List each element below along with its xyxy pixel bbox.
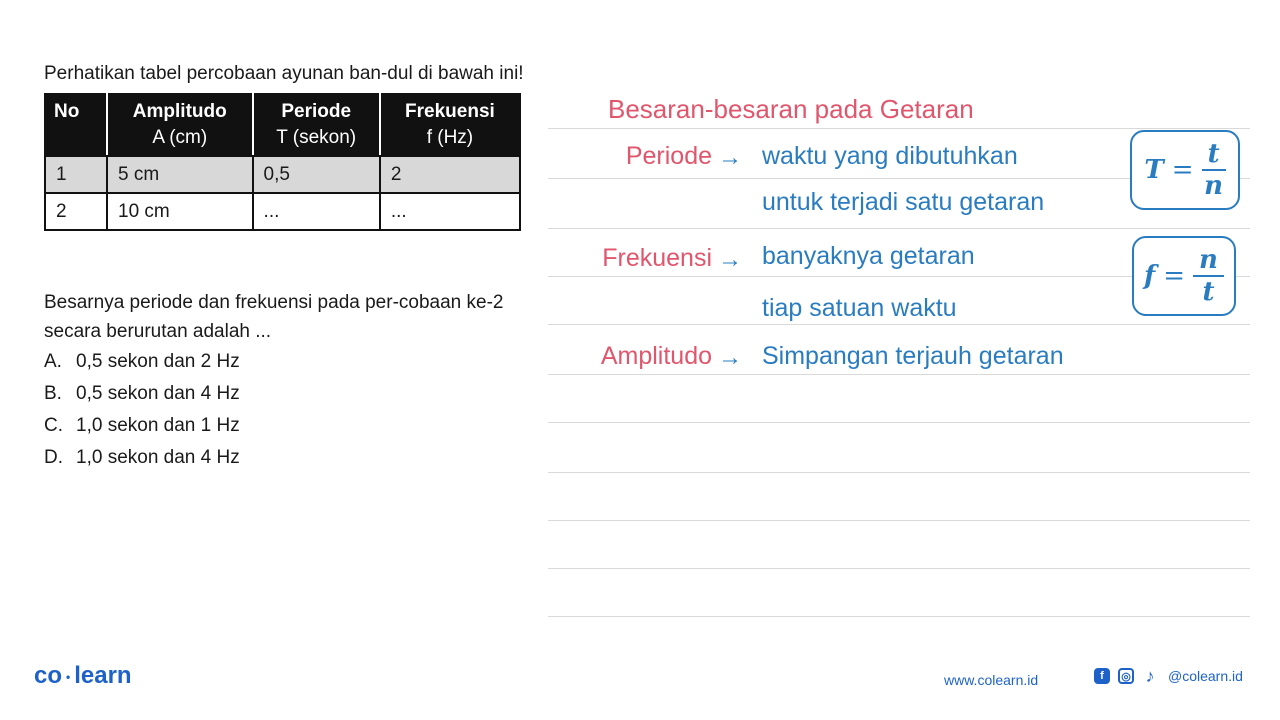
- arrow-icon: →: [718, 344, 742, 371]
- ruled-line: [548, 128, 1250, 129]
- social-links: [1094, 665, 1243, 686]
- fraction-numerator: t: [1202, 139, 1226, 171]
- fraction-denominator: n: [1204, 171, 1224, 201]
- definition-frequency-line1: banyaknya getaran: [762, 242, 975, 270]
- header-amplitude: Amplitudo A (cm): [107, 94, 253, 156]
- definition-amplitude: Simpangan terjauh getaran: [762, 342, 1064, 370]
- instagram-icon[interactable]: ◎: [1118, 668, 1134, 684]
- term-amplitude: Amplitudo: [600, 342, 712, 370]
- table-cell: 0,5: [253, 156, 380, 193]
- experiment-table: [44, 93, 521, 231]
- arrow-icon: →: [718, 246, 742, 273]
- formula-frequency: [1132, 236, 1236, 316]
- header-no: No: [45, 94, 107, 156]
- formula-period: [1130, 130, 1240, 210]
- notes-panel: [548, 90, 1250, 630]
- question-panel: [44, 60, 524, 231]
- question-intro: Perhatikan tabel percobaan ayunan ban-dul di bawah ini!: [44, 63, 524, 84]
- definition-period-line2: untuk terjadi satu getaran: [762, 188, 1045, 216]
- notes-title: Besaran-besaran pada Getaran: [608, 94, 974, 124]
- definition-frequency-line2: tiap satuan waktu: [762, 294, 957, 322]
- table-cell: 1: [45, 156, 107, 193]
- formula-lhs: T: [1144, 155, 1164, 185]
- fraction: [1193, 245, 1224, 307]
- fraction-numerator: n: [1193, 245, 1224, 277]
- arrow-icon: →: [718, 144, 742, 171]
- option-a: A. 0,5 sekon dan 2 Hz: [44, 351, 240, 372]
- definition-period-line1: waktu yang dibutuhkan: [762, 142, 1018, 170]
- ruled-line: [548, 422, 1250, 423]
- formula-lhs: f: [1144, 261, 1156, 291]
- table-cell: ...: [253, 193, 380, 230]
- ruled-line: [548, 568, 1250, 569]
- question-prompt: Besarnya periode dan frekuensi pada per-cobaan ke-2 secara berurutan adalah ...: [44, 292, 504, 342]
- table-header-row: [45, 94, 520, 156]
- table-cell: 5 cm: [107, 156, 253, 193]
- ruled-line: [548, 228, 1250, 229]
- table-row: [45, 156, 520, 193]
- header-frequency: Frekuensi f (Hz): [380, 94, 520, 156]
- option-c: C. 1,0 sekon dan 1 Hz: [44, 415, 240, 436]
- table-cell: ...: [380, 193, 520, 230]
- ruled-line: [548, 520, 1250, 521]
- ruled-line: [548, 374, 1250, 375]
- table-row: [45, 193, 520, 230]
- option-d: D. 1,0 sekon dan 4 Hz: [44, 447, 240, 468]
- term-period: Periode: [625, 142, 712, 170]
- fraction: [1202, 139, 1226, 201]
- social-handle: @colearn.id: [1168, 668, 1243, 684]
- question-body: [44, 288, 524, 474]
- term-frequency: Frekuensi: [602, 244, 712, 272]
- tiktok-icon[interactable]: ♪: [1145, 665, 1155, 686]
- table-cell: 10 cm: [107, 193, 253, 230]
- equals-sign: =: [1171, 155, 1194, 185]
- equals-sign: =: [1163, 261, 1186, 291]
- website-link[interactable]: www.colearn.id: [944, 672, 1039, 688]
- header-period: Periode T (sekon): [253, 94, 380, 156]
- facebook-icon[interactable]: f: [1094, 668, 1110, 684]
- ruled-line: [548, 472, 1250, 473]
- colearn-logo: co • learn: [34, 662, 132, 689]
- ruled-line: [548, 616, 1250, 617]
- table-cell: 2: [45, 193, 107, 230]
- fraction-denominator: t: [1202, 277, 1215, 307]
- ruled-line: [548, 324, 1250, 325]
- table-cell: 2: [380, 156, 520, 193]
- option-b: B. 0,5 sekon dan 4 Hz: [44, 383, 240, 404]
